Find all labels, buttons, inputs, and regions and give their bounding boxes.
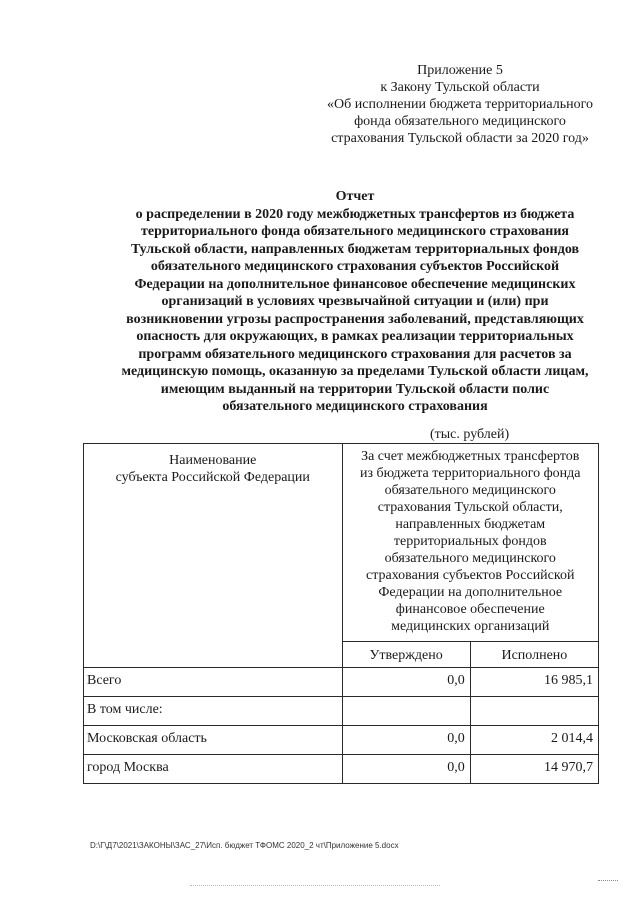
title-line: медицинскую помощь, оказанную за пределами Тульской области лицам,	[121, 364, 589, 379]
header-line: территориальных фондов	[393, 534, 547, 549]
row-name: город Москва	[84, 755, 343, 784]
title-line: организаций в условиях чрезвычайной ситуации и (или) при	[161, 294, 549, 309]
header-line: страхования Тульской области,	[377, 500, 563, 515]
column-header-executed: Исполнено	[470, 642, 598, 668]
report-title	[80, 188, 630, 416]
title-line: программ обязательного медицинского страхования для расчетов за	[138, 346, 572, 362]
row-executed	[470, 697, 598, 726]
column-header-name	[84, 444, 343, 668]
header-line: страхования субъектов Российской	[366, 568, 575, 583]
row-approved: 0,0	[342, 668, 470, 697]
row-executed: 14 970,7	[470, 755, 598, 784]
file-path-footer: D:\Г\Д7\2021\ЗАКОНЫ\ЗАС_27\Исп. бюджет ТФОМС 2020_2 чт\Приложение 5.docx	[90, 841, 399, 850]
title-line: возникновении угрозы распространения заболеваний, представляющих	[126, 311, 584, 327]
title-line: территориального фонда обязательного медицинского страхования	[141, 224, 569, 239]
header-line: финансовое обеспечение	[395, 602, 545, 617]
table-row-moscow-oblast	[84, 726, 599, 755]
column-header-approved: Утверждено	[342, 642, 470, 668]
scan-artifact	[598, 880, 618, 884]
column-header-transfers	[342, 444, 599, 642]
appendix-header	[300, 62, 620, 147]
column-header-name-line-1: Наименование	[169, 453, 257, 468]
header-line: направленных бюджетам	[395, 517, 546, 532]
table-row-moscow-city	[84, 755, 599, 784]
appendix-line-2: к Закону Тульской области	[380, 80, 540, 95]
row-approved	[342, 697, 470, 726]
report-table	[83, 443, 599, 784]
title-line: Тульской области, направленных бюджетам территориальных фондов	[130, 241, 580, 257]
title-line: обязательного медицинского страхования	[222, 399, 488, 414]
row-executed: 16 985,1	[470, 668, 598, 697]
appendix-line-4: фонда обязательного медицинского	[354, 114, 566, 129]
title-line: имеющим выданный на территории Тульской области полис	[160, 381, 550, 397]
header-line: из бюджета территориального фонда	[360, 466, 581, 481]
title-line: опасность для окружающих, в рамках реализации территориальных	[136, 329, 574, 344]
row-executed: 2 014,4	[470, 726, 598, 755]
column-header-name-line-2: субъекта Российской Федерации	[115, 470, 310, 485]
title-line: Федерации на дополнительное финансовое обеспечение медицинских	[134, 276, 576, 292]
row-approved: 0,0	[342, 755, 470, 784]
title-line: обязательного медицинского страхования субъектов Российской	[150, 259, 560, 274]
header-line: медицинских организаций	[391, 619, 550, 634]
header-line: За счет межбюджетных трансфертов	[361, 449, 580, 464]
report-heading: Отчет	[335, 189, 375, 204]
title-line: о распределении в 2020 году межбюджетных трансфертов из бюджета	[135, 206, 575, 222]
header-line: Федерации на дополнительное	[378, 585, 563, 600]
table-header-row	[84, 444, 599, 642]
appendix-line-1: Приложение 5	[417, 63, 503, 78]
row-approved: 0,0	[342, 726, 470, 755]
appendix-line-5: страхования Тульской области за 2020 год»	[331, 131, 589, 146]
header-line: обязательного медицинского	[384, 551, 556, 566]
scan-artifact	[190, 885, 440, 887]
units-label: (тыс. рублей)	[430, 427, 510, 442]
header-line: обязательного медицинского	[384, 483, 556, 498]
row-name: Всего	[84, 668, 343, 697]
row-name: Московская область	[84, 726, 343, 755]
table-row-total	[84, 668, 599, 697]
appendix-line-3: «Об исполнении бюджета территориального	[327, 97, 593, 112]
row-name: В том числе:	[84, 697, 343, 726]
table-row-including	[84, 697, 599, 726]
